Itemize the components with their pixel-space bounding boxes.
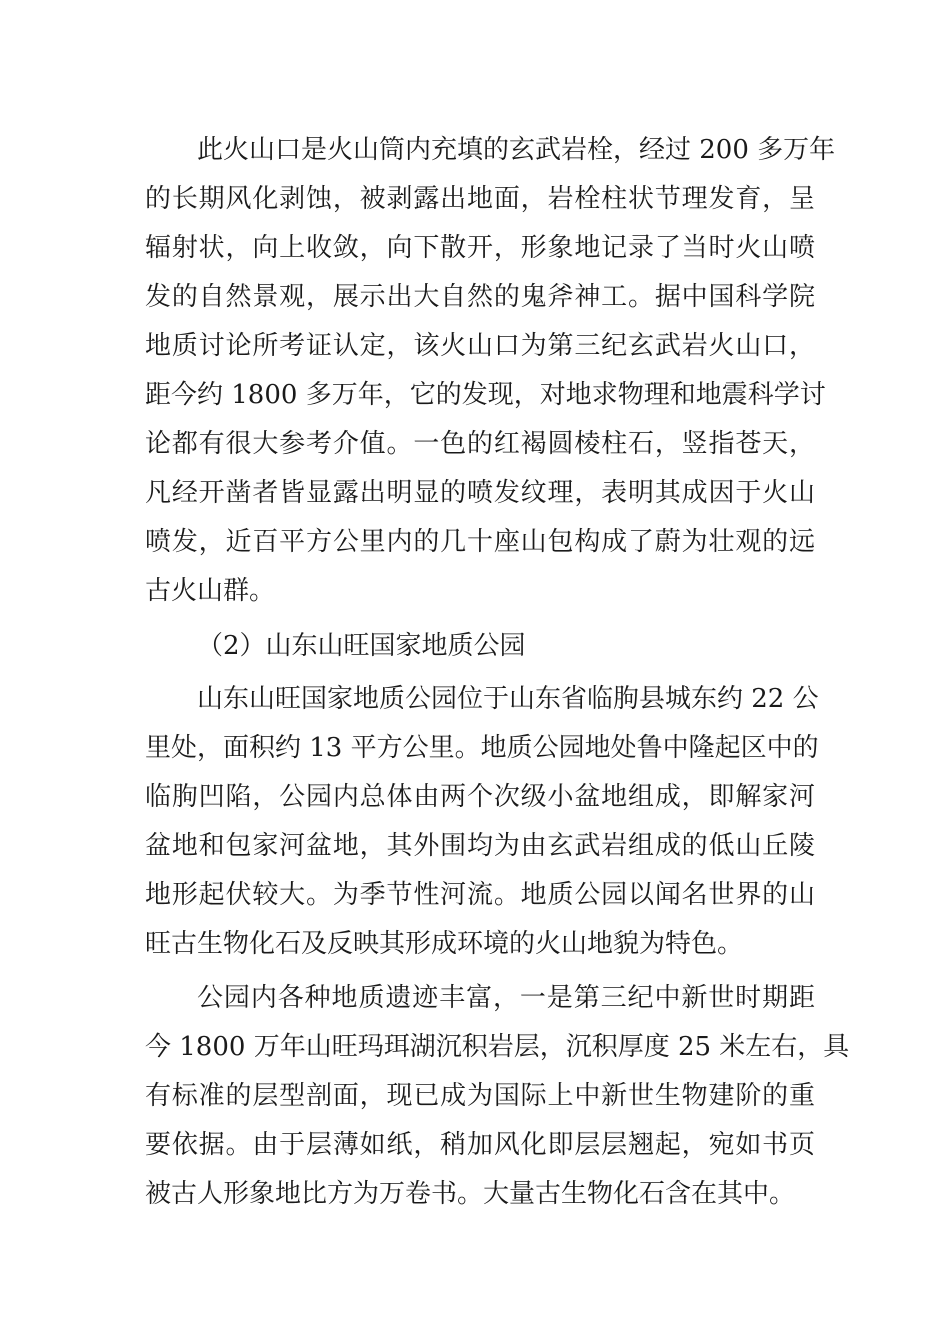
paragraph-1-line-4: 发的自然景观，展示出大自然的鬼斧神工。据中国科学院 <box>145 282 815 312</box>
paragraph-3-line-2: 今 1800 万年山旺玛珥湖沉积岩层，沉积厚度 25 米左右，具 <box>145 1032 850 1062</box>
paragraph-1-line-6: 距今约 1800 多万年，它的发现，对地求物理和地震科学讨 <box>145 380 826 410</box>
paragraph-1-line-3: 辐射状，向上收敛，向下散开，形象地记录了当时火山喷 <box>145 233 815 263</box>
paragraph-3-line-4: 要依据。由于层薄如纸，稍加风化即层层翘起，宛如书页 <box>145 1130 815 1160</box>
section-heading: （2）山东山旺国家地质公园 <box>197 631 526 661</box>
paragraph-1-line-5: 地质讨论所考证认定，该火山口为第三纪玄武岩火山口， <box>145 331 815 361</box>
paragraph-3-line-1: 公园内各种地质遗迹丰富，一是第三纪中新世时期距 <box>197 983 815 1013</box>
paragraph-2-line-2: 里处，面积约 13 平方公里。地质公园地处鲁中隆起区中的 <box>145 733 819 763</box>
paragraph-1-line-9: 喷发，近百平方公里内的几十座山包构成了蔚为壮观的远 <box>145 527 815 557</box>
paragraph-2-line-6: 旺古生物化石及反映其形成环境的火山地貌为特色。 <box>145 929 744 959</box>
paragraph-1-line-7: 论都有很大参考介值。一色的红褐圆棱柱石，竖指苍天， <box>145 429 815 459</box>
paragraph-3-line-5: 被古人形象地比方为万卷书。大量古生物化石含在其中。 <box>145 1179 796 1209</box>
paragraph-2-line-1: 山东山旺国家地质公园位于山东省临朐县城东约 22 公 <box>197 684 819 714</box>
paragraph-1-line-10: 古火山群。 <box>145 576 276 606</box>
paragraph-3-line-3: 有标准的层型剖面，现已成为国际上中新世生物建阶的重 <box>145 1081 815 1111</box>
paragraph-1-line-1: 此火山口是火山筒内充填的玄武岩栓，经过 200 多万年 <box>197 135 836 165</box>
paragraph-2-line-5: 地形起伏较大。为季节性河流。地质公园以闻名世界的山 <box>145 880 815 910</box>
paragraph-1-line-2: 的长期风化剥蚀，被剥露出地面，岩栓柱状节理发育，呈 <box>145 184 815 214</box>
paragraph-2-line-3: 临朐凹陷，公园内总体由两个次级小盆地组成，即解家河 <box>145 782 815 812</box>
paragraph-2-line-4: 盆地和包家河盆地，其外围均为由玄武岩组成的低山丘陵 <box>145 831 815 861</box>
paragraph-1-line-8: 凡经开凿者皆显露出明显的喷发纹理，表明其成因于火山 <box>145 478 815 508</box>
